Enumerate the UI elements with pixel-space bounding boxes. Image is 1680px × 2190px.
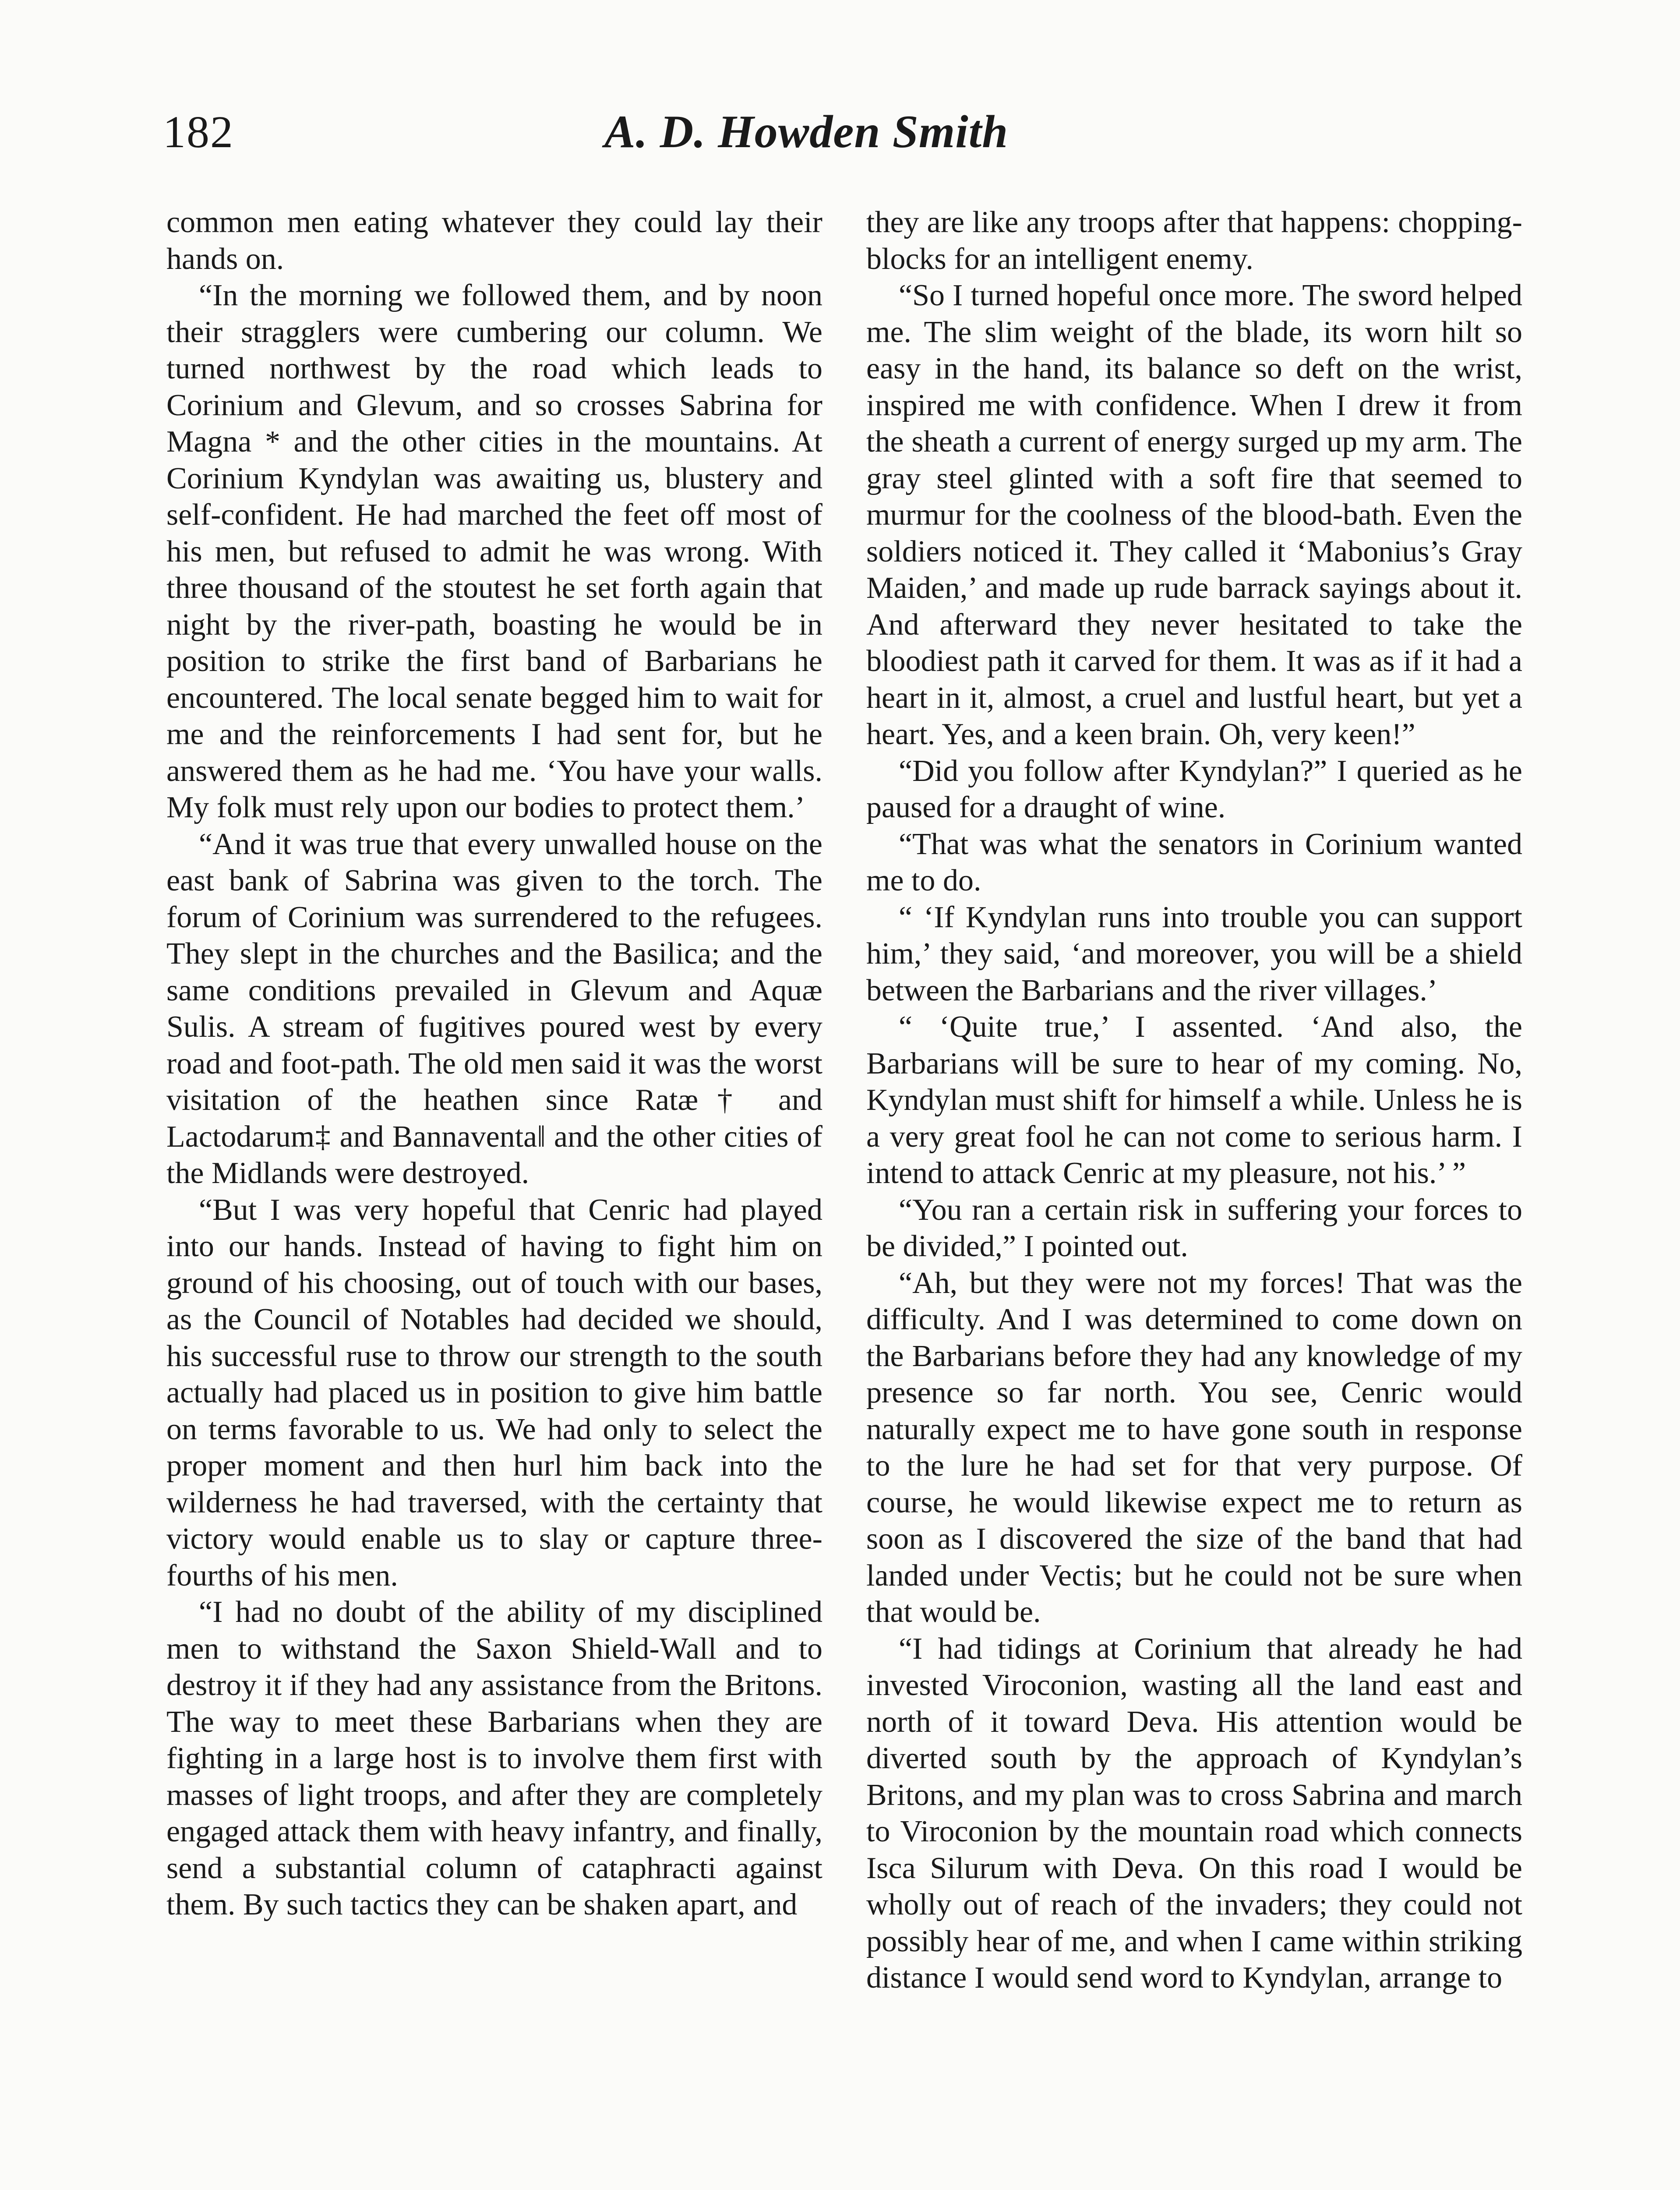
right-column [866, 204, 1522, 1996]
paragraph: “I had no doubt of the ability of my disciplined men to withstand the Saxon Shield-Wall and to destroy it if they had any assistance from the Britons. The way to meet these Barbarians when they are fighting in a large host is to involve them first with masses of light troops, and after they are completely engaged attack them with heavy infantry, and finally, send a substantial column of cataphracti against them. By such tactics they can be shaken apart, and [166, 1595, 822, 1922]
paragraph: “I had tidings at Corinium that already he had invested Viroconion, wasting all the land east and north of it toward Deva. His attention would be diverted south by the approach of Kyndylan’s Britons, and my plan was to cross Sabrina and march to Viroconion by the mountain road which connects Isca Silurum with Deva. On this road I would be wholly out of reach of the invaders; they could not possibly hear of me, and when I came within striking distance I would send word to Kyndylan, arrange to [866, 1632, 1522, 1995]
running-head: A. D. Howden Smith [604, 106, 1009, 157]
paragraph: “And it was true that every unwalled house on the east bank of Sabrina was given to the torch. The forum of Corinium was surrendered to the refugees. They slept in the churches and the Basilica; and the same conditions prevailed in Glevum and Aquæ Sulis. A stream of fugitives poured west by every road and foot-path. The old men said it was the worst visitation of the heathen since Ratæ† and Lactodarum‡ and Bannaventa‖ and the other cities of the Midlands were destroyed. [166, 827, 822, 1190]
paragraph: “ ‘If Kyndylan runs into trouble you can support him,’ they said, ‘and moreover, you will be a shield between the Barbarians and the river villages.’ [866, 900, 1522, 1007]
paragraph: “Did you follow after Kyndylan?” I queried as he paused for a draught of wine. [866, 754, 1522, 824]
paragraph: common men eating whatever they could lay their hands on. [166, 205, 822, 276]
paragraph: “You ran a certain risk in suffering your forces to be divided,” I pointed out. [866, 1193, 1522, 1263]
paragraph: “ ‘Quite true,’ I assented. ‘And also, the Barbarians will be sure to hear of my coming. No, Kyndylan must shift for himself a while. Unless he is a very great fool he can not come to serious harm. I intend to attack Cenric at my pleasure, not his.’ ” [866, 1010, 1522, 1190]
paragraph: they are like any troops after that happens: chopping-blocks for an intelligent enemy. [866, 205, 1522, 276]
paragraph: “So I turned hopeful once more. The sword helped me. The slim weight of the blade, its worn hilt so easy in the hand, its balance so deft on the wrist, inspired me with confidence. When I drew it from the sheath a current of energy surged up my arm. The gray steel glinted with a soft fire that seemed to murmur for the coolness of the blood-bath. Even the soldiers noticed it. They called it ‘Mabonius’s Gray Maiden,’ and made up rude barrack sayings about it. And afterward they never hesitated to take the bloodiest path it carved for them. It was as if it had a heart in it, almost, a cruel and lustful heart, but yet a heart. Yes, and a keen brain. Oh, very keen!” [866, 279, 1522, 751]
paragraph: “Ah, but they were not my forces! That was the difficulty. And I was determined to come down on the Barbarians before they had any knowledge of my presence so far north. You see, Cenric would naturally expect me to have gone south in response to the lure he had set for that very purpose. Of course, he would likewise expect me to return as soon as I discovered the size of the band that had landed under Vectis; but he could not be sure when that would be. [866, 1266, 1522, 1629]
page-number: 182 [163, 107, 234, 157]
paragraph: “That was what the senators in Corinium wanted me to do. [866, 827, 1522, 897]
paragraph: “But I was very hopeful that Cenric had played into our hands. Instead of having to fight him on ground of his choosing, out of touch with our bases, as the Council of Notables had decided we should, his successful ruse to throw our strength to the south actually had placed us in position to give him battle on terms favorable to us. We had only to select the proper moment and then hurl him back into the wilderness he had traversed, with the certainty that victory would enable us to slay or capture three-fourths of his men. [166, 1193, 822, 1593]
left-column [166, 204, 822, 1923]
paragraph: “In the morning we followed them, and by noon their stragglers were cumbering our column. We turned northwest by the road which leads to Corinium and Glevum, and so crosses Sabrina for Magna * and the other cities in the mountains. At Corinium Kyndylan was awaiting us, blustery and self-confident. He had marched the feet off most of his men, but refused to admit he was wrong. With three thousand of the stoutest he set forth again that night by the river-path, boasting he would be in position to strike the first band of Barbarians he encountered. The local senate begged him to wait for me and the reinforcements I had sent for, but he answered them as he had me. ‘You have your walls. My folk must rely upon our bodies to protect them.’ [166, 279, 822, 824]
